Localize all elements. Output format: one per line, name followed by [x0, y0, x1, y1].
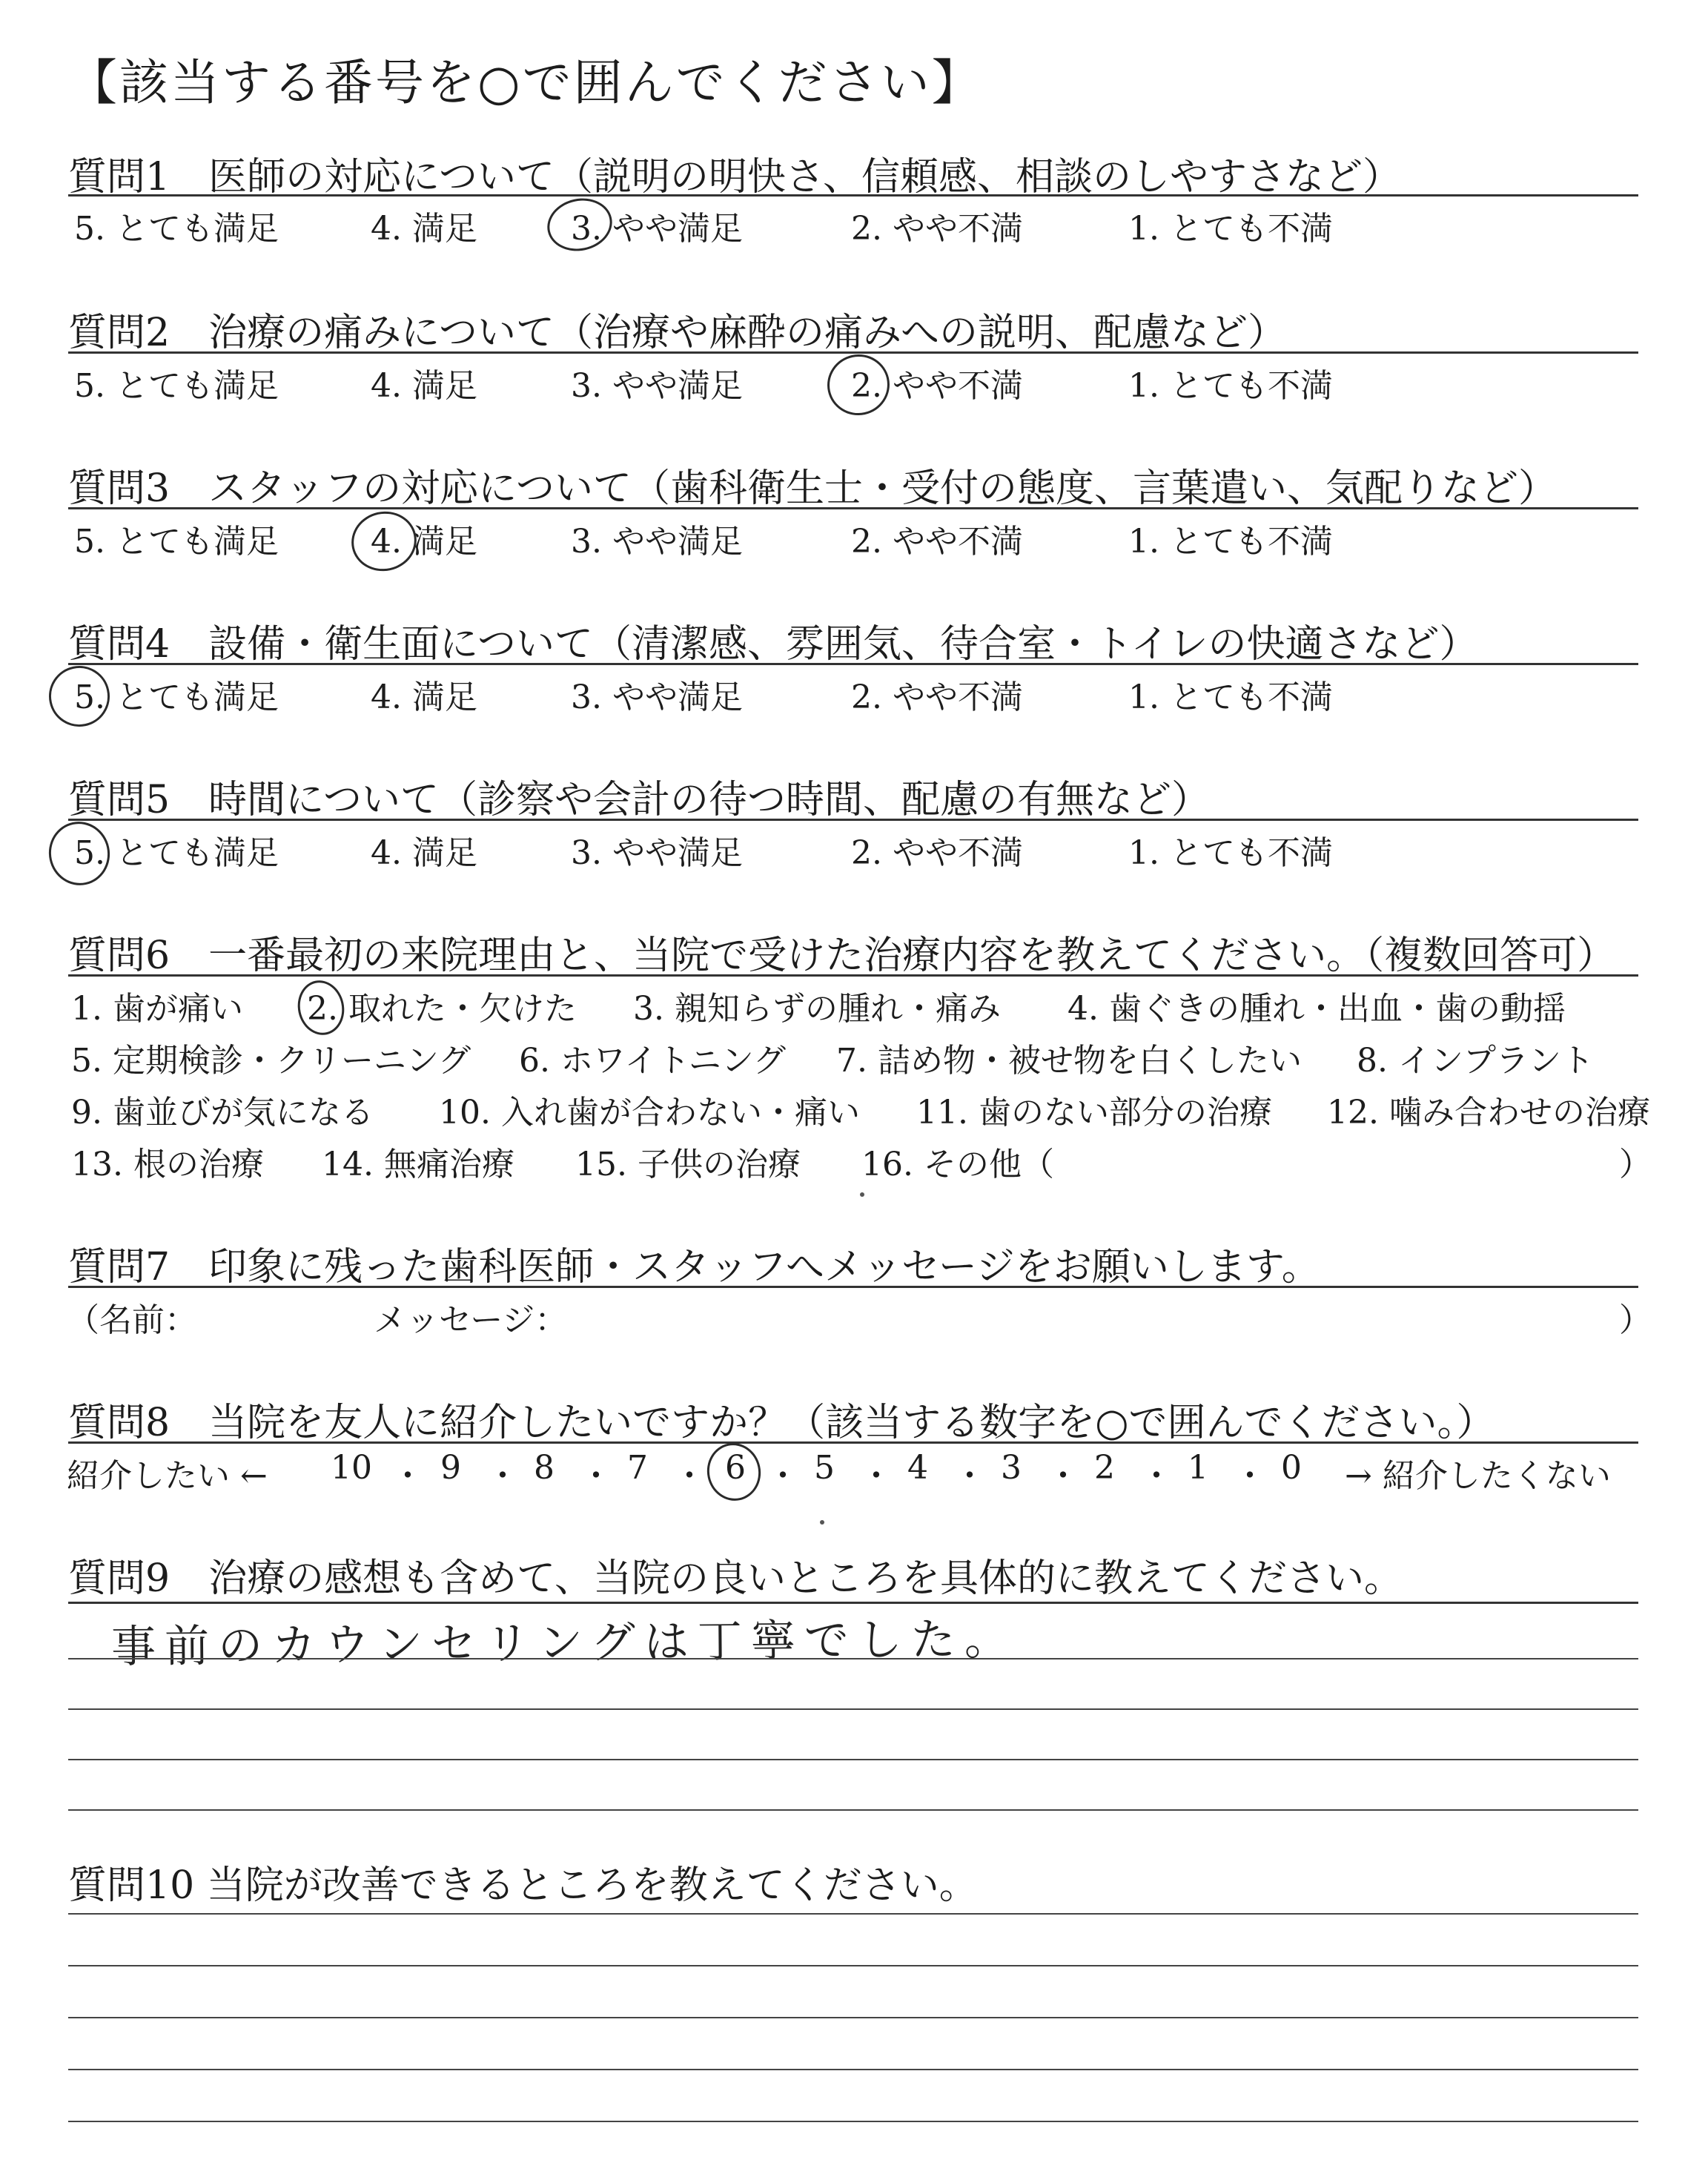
q8-left-label: 紹介したい ← [67, 1457, 268, 1495]
q6-item-3[interactable]: 3. 親知らずの腫れ・痛み [633, 990, 1001, 1028]
divider [68, 663, 1638, 665]
q8-sep: ・ [860, 1457, 893, 1495]
writing-line [68, 1708, 1638, 1710]
q4-option-3[interactable]: 3. やや満足 [571, 678, 743, 716]
q2-option-1[interactable]: 1. とても不満 [1128, 367, 1333, 405]
q3-option-1[interactable]: 1. とても不満 [1128, 523, 1333, 561]
writing-line [68, 1759, 1638, 1760]
question-3-title: 質問3 スタッフの対応について（歯科衛生士・受付の態度、言葉遣い、気配りなど） [68, 466, 1558, 511]
q8-sep: ・ [1234, 1457, 1266, 1495]
question-7-title: 質問7 印象に残った歯科医師・スタッフへメッセージをお願いします。 [68, 1245, 1320, 1289]
q3-option-2[interactable]: 2. やや不満 [851, 523, 1023, 561]
q5-option-5[interactable]: 5. とても満足 [74, 834, 279, 872]
writing-line [68, 2017, 1638, 2018]
q8-sep: ・ [1140, 1457, 1173, 1495]
q8-sep: ・ [580, 1457, 612, 1495]
q6-item-11[interactable]: 11. 歯のない部分の治療 [916, 1094, 1272, 1132]
q2-option-5[interactable]: 5. とても満足 [74, 367, 279, 405]
q8-score-10[interactable]: 10 [331, 1449, 372, 1487]
q1-option-3[interactable]: 3. やや満足 [571, 210, 743, 248]
q2-option-3[interactable]: 3. やや満足 [571, 367, 743, 405]
q6-item-9[interactable]: 9. 歯並びが気になる [71, 1094, 374, 1132]
q6-item-12[interactable]: 12. 噛み合わせの治療 [1327, 1094, 1650, 1132]
q8-sep: ・ [953, 1457, 986, 1495]
stray-pen-mark [820, 1520, 824, 1525]
q8-score-3[interactable]: 3 [1001, 1449, 1022, 1487]
question-6-title: 質問6 一番最初の来院理由と、当院で受けた治療内容を教えてください。（複数回答可） [68, 934, 1616, 978]
question-4-title: 質問4 設備・衛生面について（清潔感、雰囲気、待合室・トイレの快適さなど） [68, 622, 1478, 667]
q6-item-10[interactable]: 10. 入れ歯が合わない・痛い [439, 1094, 860, 1132]
stray-pen-mark [860, 1192, 864, 1197]
q7-name-label: （名前： [67, 1301, 197, 1339]
divider [68, 819, 1638, 821]
writing-line [68, 1913, 1638, 1915]
divider [68, 1602, 1638, 1604]
q3-option-3[interactable]: 3. やや満足 [571, 523, 743, 561]
q8-score-8[interactable]: 8 [534, 1449, 555, 1487]
writing-line [68, 1658, 1638, 1659]
divider [68, 194, 1638, 196]
q4-option-5[interactable]: 5. とても満足 [74, 678, 279, 716]
q8-sep: ・ [486, 1457, 519, 1495]
question-8-title: 質問8 当院を友人に紹介したいですか？（該当する数字を○で囲んでください。） [68, 1401, 1495, 1445]
divider [68, 1441, 1638, 1444]
q5-option-3[interactable]: 3. やや満足 [571, 834, 743, 872]
writing-line [68, 2121, 1638, 2122]
divider [68, 351, 1638, 354]
question-9-title: 質問9 治療の感想も含めて、当院の良いところを具体的に教えてください。 [68, 1556, 1403, 1601]
q8-score-9[interactable]: 9 [440, 1449, 461, 1487]
q6-item-7[interactable]: 7. 詰め物・被せ物を白くしたい [836, 1042, 1302, 1080]
q8-score-6[interactable]: 6 [725, 1449, 746, 1487]
q6-item-8[interactable]: 8. インプラント [1357, 1042, 1594, 1080]
q2-option-2[interactable]: 2. やや不満 [851, 367, 1023, 405]
q6-item-13[interactable]: 13. 根の治療 [71, 1146, 264, 1183]
q6-item-16[interactable]: 16. その他（ [861, 1146, 1054, 1183]
divider [68, 1286, 1638, 1288]
q7-close-paren: ） [1619, 1301, 1652, 1339]
question-2-title: 質問2 治療の痛みについて（治療や麻酔の痛みへの説明、配慮など） [68, 311, 1287, 355]
question-10-title: 質問10 当院が改善できるところを教えてください。 [68, 1863, 978, 1908]
q8-right-label: → 紹介したくない [1345, 1457, 1611, 1495]
q5-option-4[interactable]: 4. 満足 [371, 834, 477, 872]
q7-message-label: メッセージ： [374, 1301, 568, 1339]
q8-score-5[interactable]: 5 [814, 1449, 835, 1487]
q8-score-1[interactable]: 1 [1188, 1449, 1208, 1487]
q8-score-4[interactable]: 4 [907, 1449, 928, 1487]
q3-option-4[interactable]: 4. 満足 [371, 523, 477, 561]
q6-item-5[interactable]: 5. 定期検診・クリーニング [71, 1042, 471, 1080]
q1-option-5[interactable]: 5. とても満足 [74, 210, 279, 248]
q8-score-0[interactable]: 0 [1281, 1449, 1302, 1487]
q6-other-close: ） [1619, 1146, 1652, 1183]
q8-sep: ・ [391, 1457, 424, 1495]
answer-circle-mark [702, 1438, 767, 1505]
q1-option-2[interactable]: 2. やや不満 [851, 210, 1023, 248]
form-header: 【該当する番号を○で囲んでください】 [68, 54, 983, 111]
q8-score-2[interactable]: 2 [1094, 1449, 1115, 1487]
q1-option-4[interactable]: 4. 満足 [371, 210, 477, 248]
q8-sep: ・ [673, 1457, 706, 1495]
q6-item-1[interactable]: 1. 歯が痛い [71, 990, 243, 1028]
q4-option-2[interactable]: 2. やや不満 [851, 678, 1023, 716]
q6-item-4[interactable]: 4. 歯ぐきの腫れ・出血・歯の動揺 [1068, 990, 1566, 1028]
q4-option-1[interactable]: 1. とても不満 [1128, 678, 1333, 716]
q4-option-4[interactable]: 4. 満足 [371, 678, 477, 716]
q2-option-4[interactable]: 4. 満足 [371, 367, 477, 405]
writing-line [68, 2069, 1638, 2070]
q6-item-2[interactable]: 2. 取れた・欠けた [307, 990, 577, 1028]
q8-sep: ・ [767, 1457, 799, 1495]
q8-sep: ・ [1047, 1457, 1079, 1495]
q5-option-1[interactable]: 1. とても不満 [1128, 834, 1333, 872]
q6-item-6[interactable]: 6. ホワイトニング [519, 1042, 787, 1080]
q1-option-1[interactable]: 1. とても不満 [1128, 210, 1333, 248]
q6-item-15[interactable]: 15. 子供の治療 [575, 1146, 801, 1183]
writing-line [68, 1965, 1638, 1966]
divider [68, 974, 1638, 977]
question-5-title: 質問5 時間について（診察や会計の待つ時間、配慮の有無など） [68, 778, 1211, 822]
q8-score-7[interactable]: 7 [627, 1449, 648, 1487]
divider [68, 507, 1638, 509]
q6-item-14[interactable]: 14. 無痛治療 [322, 1146, 514, 1183]
q5-option-2[interactable]: 2. やや不満 [851, 834, 1023, 872]
question-1-title: 質問1 医師の対応について（説明の明快さ、信頼感、相談のしやすさなど） [68, 155, 1401, 199]
q9-handwritten-answer[interactable]: 事前のカウンセリングは丁寧でした。 [110, 1613, 1019, 1674]
q3-option-5[interactable]: 5. とても満足 [74, 523, 279, 561]
writing-line [68, 1809, 1638, 1811]
